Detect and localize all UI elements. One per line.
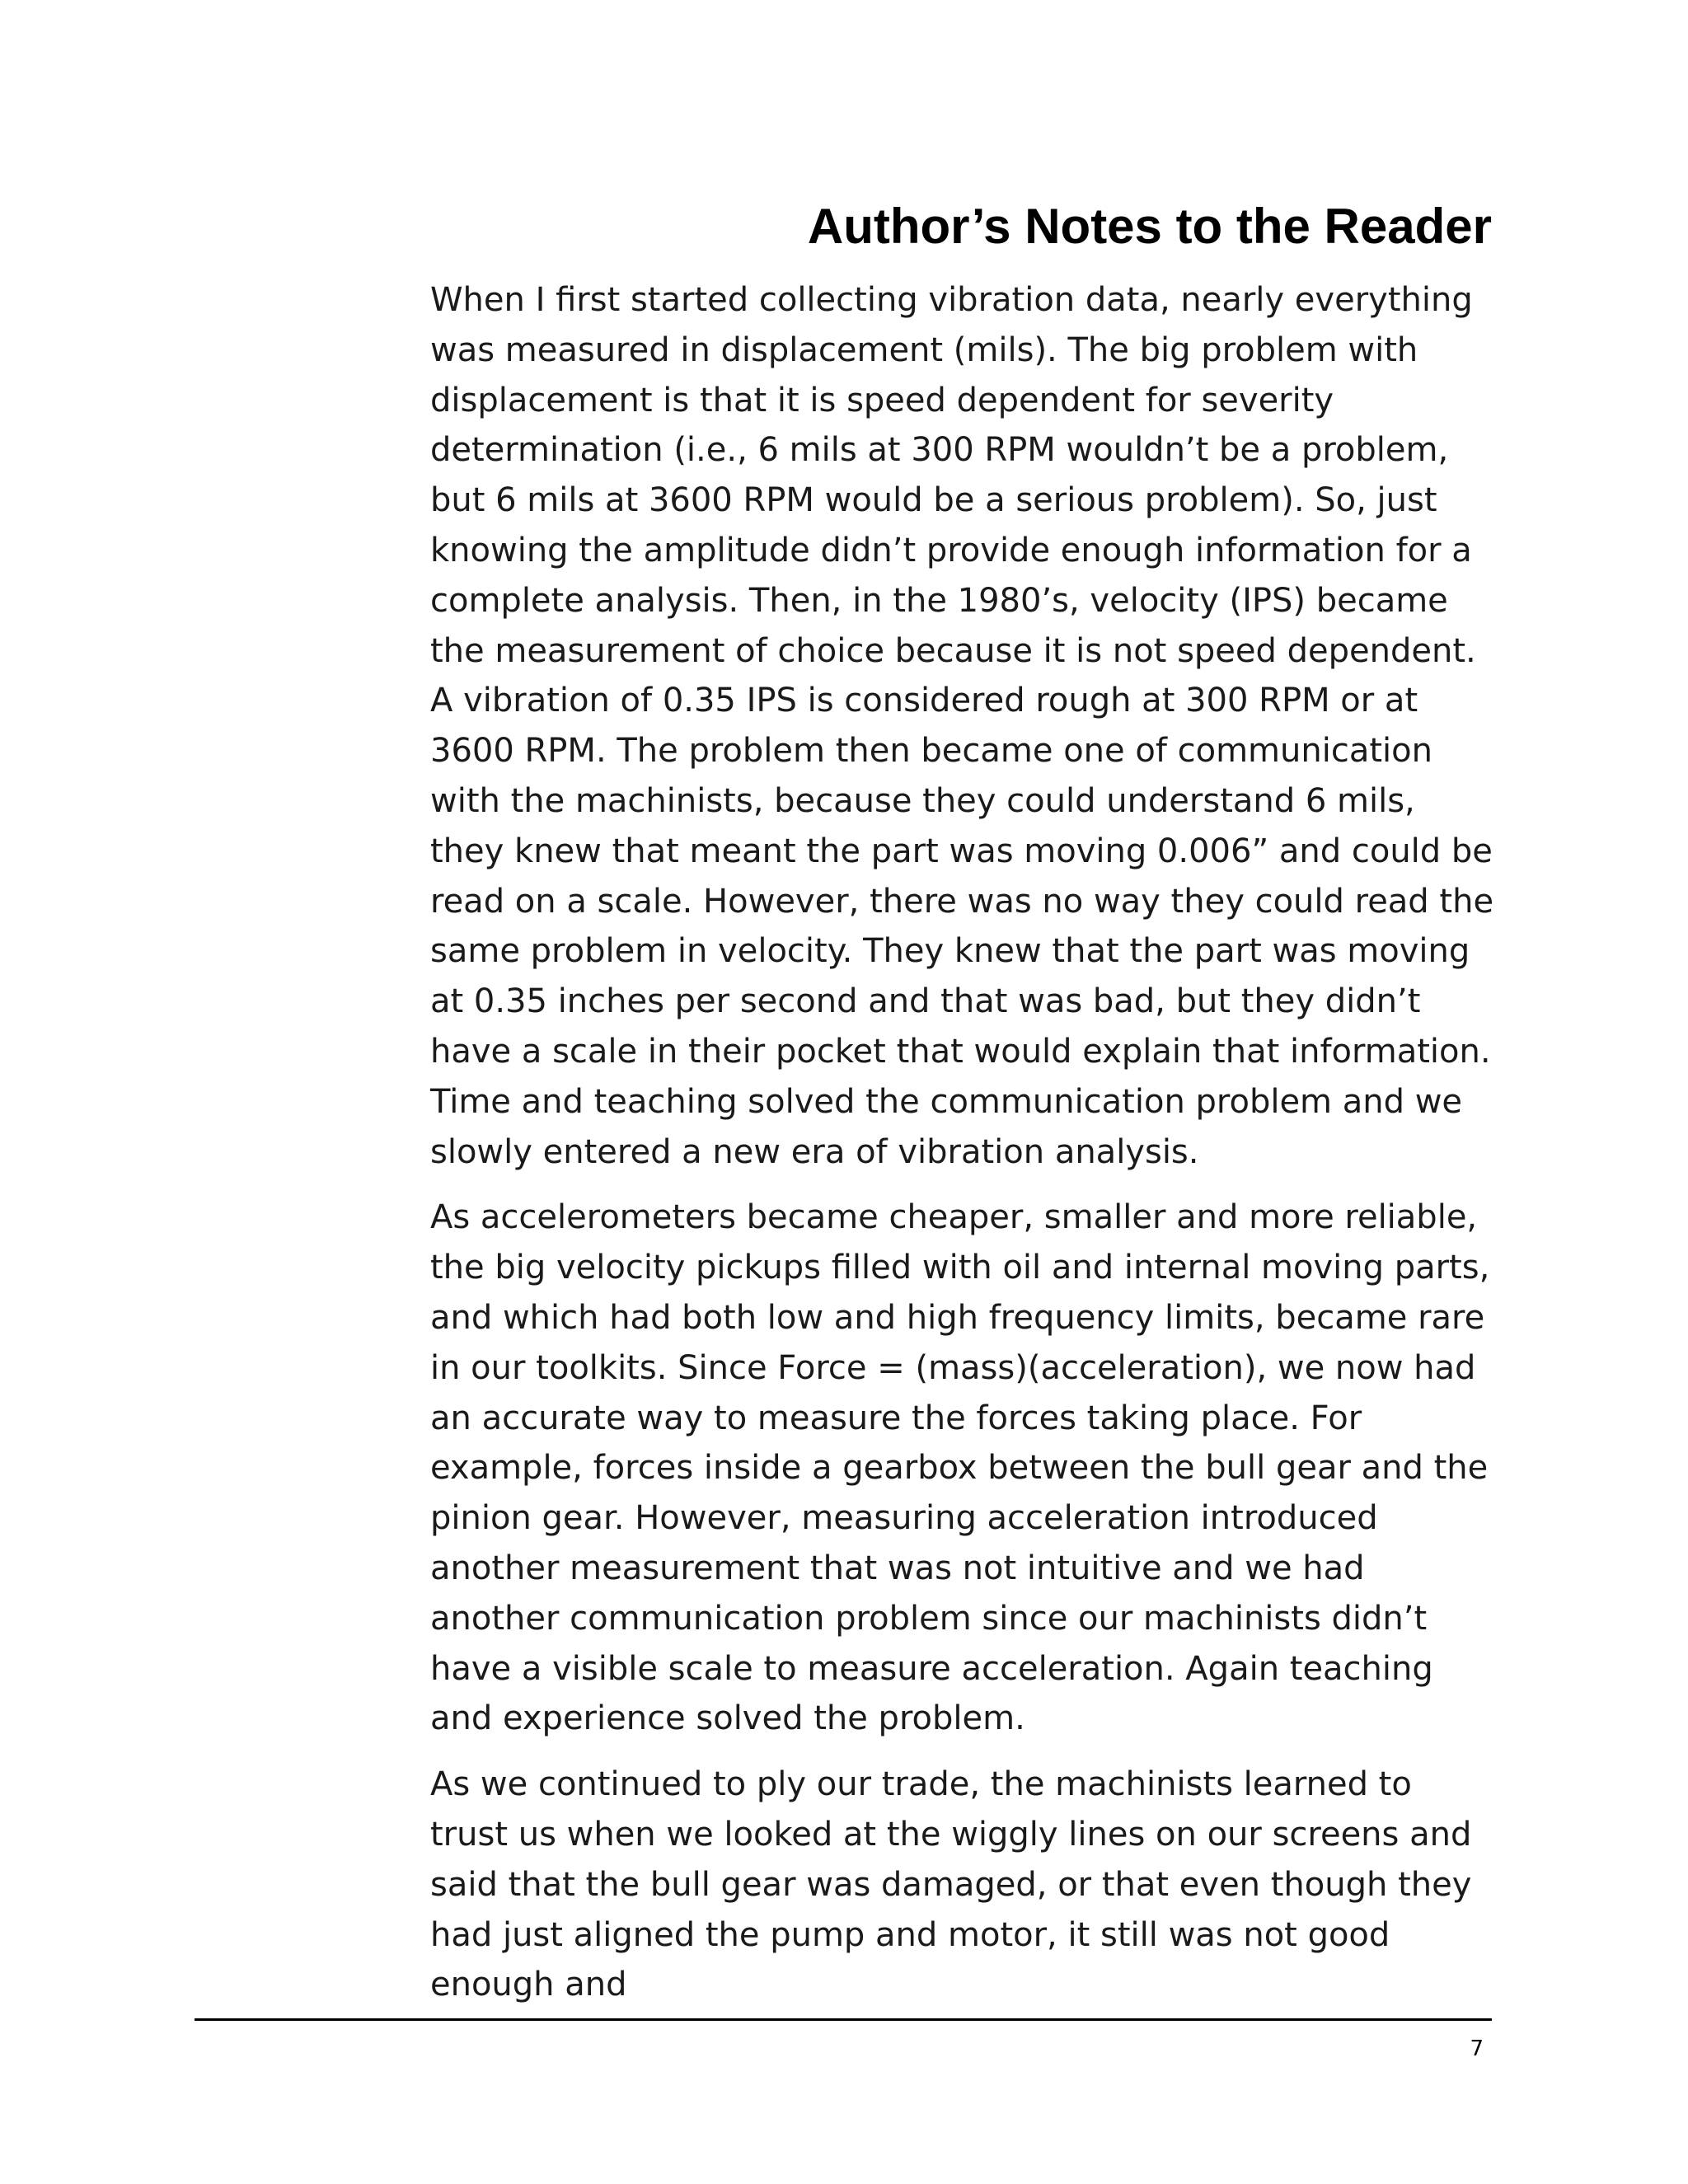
- paragraph-3: As we continued to ply our trade, the machinists learned to trust us when we looked at the wiggly lines on our screens and said that the bull gear was damaged, or that even though they had just aligned the pump and motor, it still was not good enough and: [430, 1765, 1472, 2004]
- paragraph-2: As accelerometers became cheaper, smaller and more reliable, the big velocity pickups filled with oil and internal moving parts, and which had both low and high frequency limits, became rare in our toolkits. Since Force = (mass)(acceleration), we now had an accurate way to measure the forces taking place. For example, forces inside a gearbox between the bull gear and the pinion gear. However, measuring acceleration introduced another measurement that was not intuitive and we had another communication problem since our machinists didn’t have a visible scale to measure acceleration. Again teaching and experience solved the problem.: [430, 1198, 1490, 1738]
- footer-divider: [195, 2018, 1492, 2021]
- body-text: [430, 275, 1495, 2026]
- paragraph-1: When I first started collecting vibration data, nearly everything was measured in displacement (mils). The big problem with displacement is that it is speed dependent for severity determination (i.e., 6 mils at 300 RPM wouldn’t be a problem, but 6 mils at 3600 RPM would be a serious problem). So, just knowing the amplitude didn’t provide enough information for a complete analysis. Then, in the 1980’s, velocity (IPS) became the measurement of choice because it is not speed dependent. A vibration of 0.35 IPS is considered rough at 300 RPM or at 3600 RPM. The problem then became one of communication with the machinists, because they could understand 6 mils, they knew that meant the part was moving 0.006” and could be read on a scale. However, there was no way they could read the same problem in velocity. They knew that the part was moving at 0.35 inches per second and that was bad, but they didn’t have a scale in their pocket that would explain that information. Time and teaching solved the communication problem and we slowly entered a new era of vibration analysis.: [430, 281, 1494, 1171]
- page-title: Author’s Notes to the Reader: [807, 199, 1492, 254]
- page-number: 7: [1470, 2036, 1484, 2061]
